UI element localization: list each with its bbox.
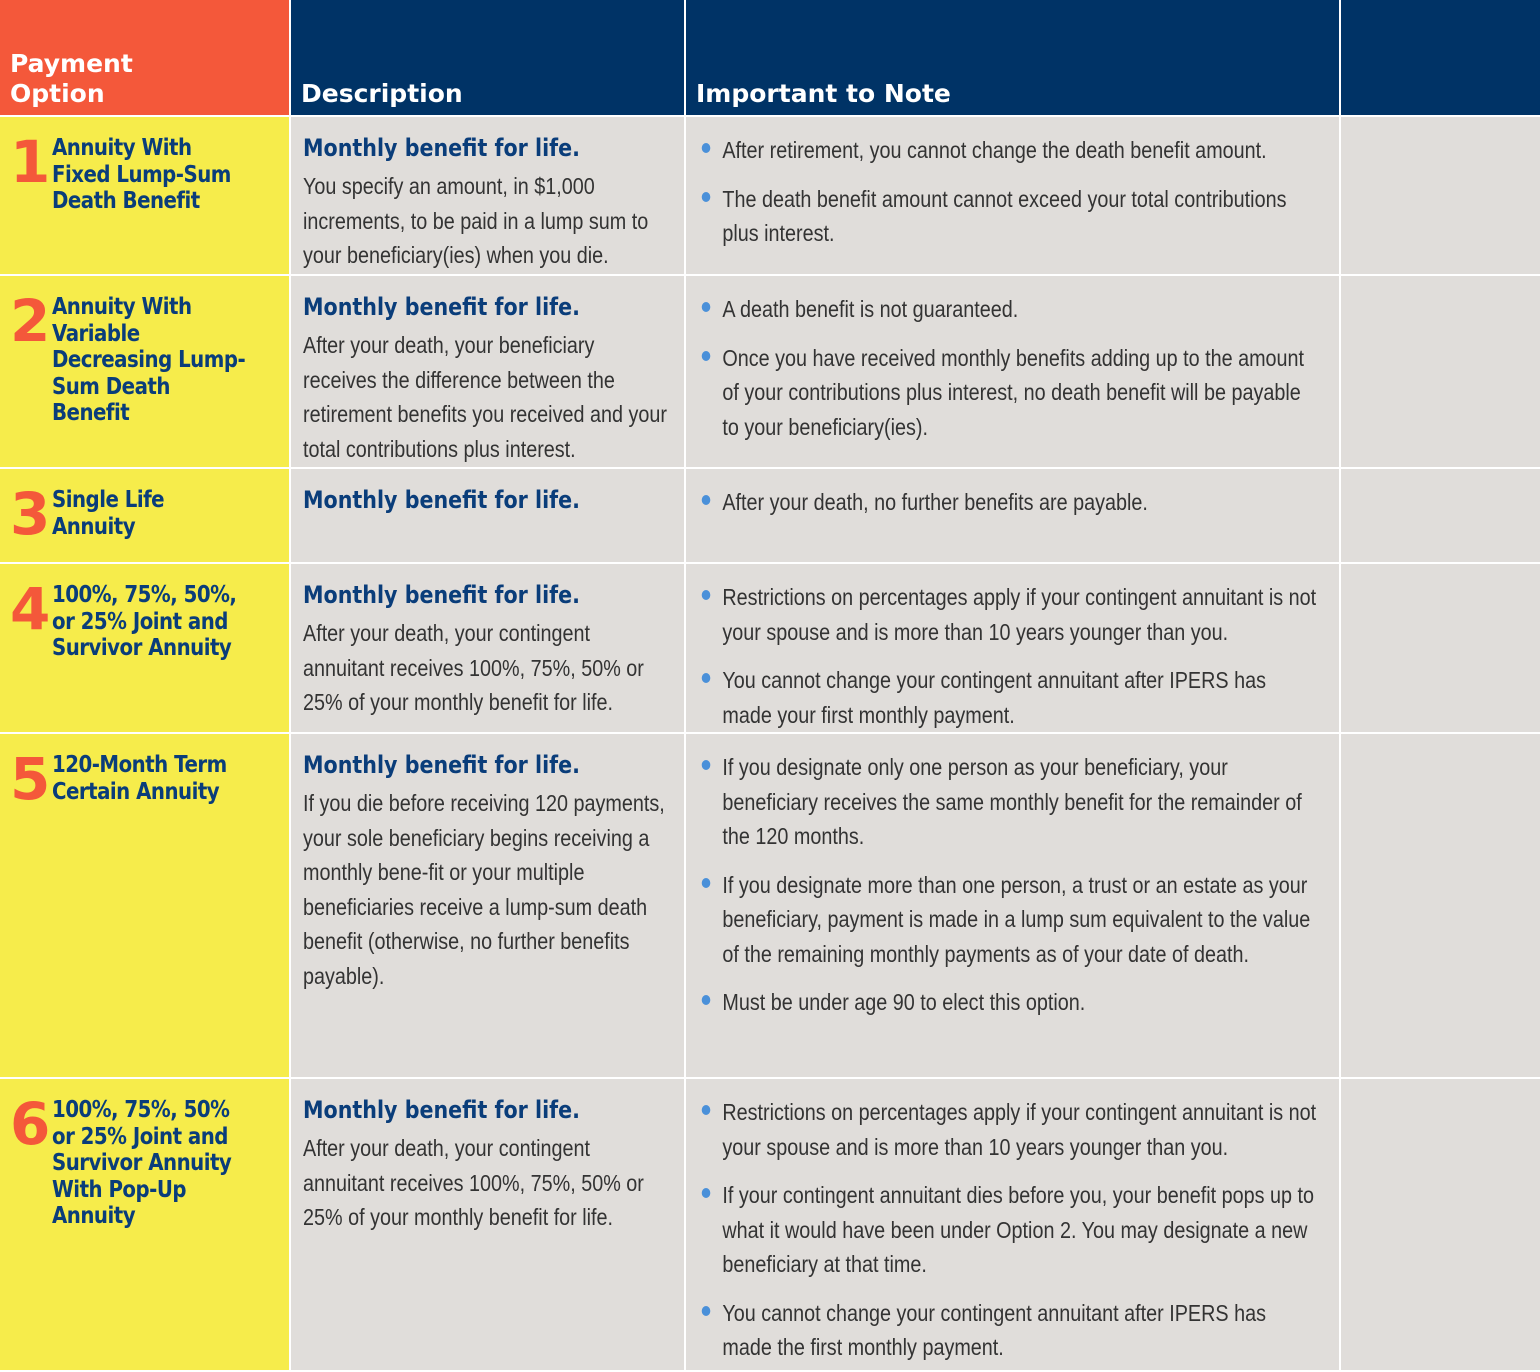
note-item xyxy=(700,133,1319,168)
note-item xyxy=(700,1095,1319,1164)
note-item xyxy=(700,985,1319,1020)
note-item xyxy=(700,1178,1319,1282)
option-title: Annuity With Variable Decreasing Lump-Sum Death Benefit xyxy=(52,294,246,426)
description-body: If you die before receiving 120 payments, your sole beneficiary begins receiving a monthly bene-fit or your multiple beneficiaries receive a lump-sum death benefit (otherwise, no further benefits payable). xyxy=(303,790,665,989)
option-number: 1 xyxy=(10,128,49,196)
option-number: 2 xyxy=(10,287,49,355)
note-text: You cannot change your contingent annuitant after IPERS has made the first monthly payment. xyxy=(722,1299,1266,1360)
note-list xyxy=(700,750,1319,1020)
description-lead: Monthly benefit for life. xyxy=(303,1096,581,1124)
bullet-icon xyxy=(702,1188,711,1198)
description-lead: Monthly benefit for life. xyxy=(303,581,581,609)
header-description xyxy=(291,0,686,117)
description-body: You specify an amount, in $1,000 increments, to be paid in a lump sum to your beneficiary(ies) when you die. xyxy=(303,173,649,268)
note-cell xyxy=(686,734,1341,1079)
description-lead: Monthly benefit for life. xyxy=(303,751,581,779)
note-item xyxy=(700,341,1319,445)
description-cell xyxy=(291,276,686,469)
option-cell xyxy=(0,276,291,469)
option-number: 6 xyxy=(10,1090,49,1158)
note-list xyxy=(700,1095,1319,1365)
blank-cell xyxy=(1341,117,1540,276)
blank-cell xyxy=(1341,1079,1540,1372)
header-payment-option-label: Payment Option xyxy=(10,49,133,108)
description-body: After your death, your beneficiary receives the difference between the retirement benefits you received and your total contributions plus interest. xyxy=(303,332,667,462)
description-cell xyxy=(291,564,686,734)
option-cell xyxy=(0,469,291,564)
note-list xyxy=(700,485,1319,520)
note-text: The death benefit amount cannot exceed your total contributions plus interest. xyxy=(722,185,1287,246)
note-text: If you designate more than one person, a trust or an estate as your beneficiary, payment is made in a lump sum equivalent to the value of the remaining monthly payments as of your date of death. xyxy=(722,871,1311,967)
note-text: Restrictions on percentages apply if your contingent annuitant is not your spouse and is more than 10 years younger than you. xyxy=(722,584,1317,645)
description-cell xyxy=(291,1079,686,1372)
bullet-icon xyxy=(702,760,711,770)
header-payment-option xyxy=(0,0,291,117)
description-body: After your death, your contingent annuitant receives 100%, 75%, 50% or 25% of your monthly benefit for life. xyxy=(303,620,644,715)
note-text: If you designate only one person as your beneficiary, your beneficiary receives the same monthly benefit for the remainder of the 120 months. xyxy=(722,754,1302,849)
header-blank xyxy=(1341,0,1540,117)
bullet-icon xyxy=(702,1105,711,1115)
bullet-icon xyxy=(702,302,711,312)
bullet-icon xyxy=(702,878,711,888)
bullet-icon xyxy=(702,1306,711,1316)
description-cell xyxy=(291,469,686,564)
header-description-label: Description xyxy=(301,79,463,108)
description-lead: Monthly benefit for life. xyxy=(303,293,581,321)
bullet-icon xyxy=(702,495,711,505)
option-number: 3 xyxy=(10,480,49,548)
header-important-to-note-label: Important to Note xyxy=(696,79,951,108)
option-title: 100%, 75%, 50% or 25% Joint and Survivor Annuity With Pop-Up Annuity xyxy=(52,1097,232,1229)
bullet-icon xyxy=(702,673,711,683)
note-cell xyxy=(686,117,1341,276)
note-cell xyxy=(686,1079,1341,1372)
note-item xyxy=(700,182,1319,251)
note-text: After retirement, you cannot change the death benefit amount. xyxy=(722,137,1267,163)
bullet-icon xyxy=(702,143,711,153)
note-item xyxy=(700,292,1319,327)
option-title: 100%, 75%, 50%, or 25% Joint and Survivor Annuity xyxy=(52,582,237,661)
description-cell xyxy=(291,117,686,276)
note-list xyxy=(700,292,1319,444)
bullet-icon xyxy=(702,590,711,600)
option-number: 5 xyxy=(10,745,49,813)
description-lead: Monthly benefit for life. xyxy=(303,486,581,514)
description-lead: Monthly benefit for life. xyxy=(303,134,581,162)
note-list xyxy=(700,580,1319,732)
option-title: 120-Month Term Certain Annuity xyxy=(52,752,228,805)
note-item xyxy=(700,750,1319,854)
note-item xyxy=(700,868,1319,972)
blank-cell xyxy=(1341,734,1540,1079)
note-item xyxy=(700,580,1319,649)
note-item xyxy=(700,1296,1319,1365)
option-title: Annuity With Fixed Lump-Sum Death Benefit xyxy=(52,135,232,214)
note-text: A death benefit is not guaranteed. xyxy=(722,296,1019,322)
option-cell xyxy=(0,734,291,1079)
note-cell xyxy=(686,564,1341,734)
note-list xyxy=(700,133,1319,251)
bullet-icon xyxy=(702,995,711,1005)
blank-cell xyxy=(1341,469,1540,564)
note-text: If your contingent annuitant dies before you, your benefit pops up to what it would have been under Option 2. You may designate a new beneficiary at that time. xyxy=(722,1182,1314,1277)
option-cell xyxy=(0,564,291,734)
note-text: You cannot change your contingent annuitant after IPERS has made your first monthly payment. xyxy=(722,667,1266,728)
option-cell xyxy=(0,1079,291,1372)
note-text: Restrictions on percentages apply if your contingent annuitant is not your spouse and is more than 10 years younger than you. xyxy=(722,1099,1317,1160)
note-item xyxy=(700,663,1319,732)
option-cell xyxy=(0,117,291,276)
option-number: 4 xyxy=(10,575,49,643)
blank-cell xyxy=(1341,276,1540,469)
description-body: After your death, your contingent annuitant receives 100%, 75%, 50% or 25% of your monthly benefit for life. xyxy=(303,1135,644,1230)
description-cell xyxy=(291,734,686,1079)
note-text: Once you have received monthly benefits adding up to the amount of your contributions plus interest, no death benefit will be payable to your beneficiary(ies). xyxy=(722,344,1305,440)
note-cell xyxy=(686,276,1341,469)
note-cell xyxy=(686,469,1341,564)
header-important-to-note xyxy=(686,0,1341,117)
bullet-icon xyxy=(702,351,711,361)
bullet-icon xyxy=(702,192,711,202)
blank-cell xyxy=(1341,564,1540,734)
option-title: Single Life Annuity xyxy=(52,487,165,540)
note-item xyxy=(700,485,1319,520)
note-text: Must be under age 90 to elect this option. xyxy=(722,989,1086,1015)
note-text: After your death, no further benefits are payable. xyxy=(722,489,1148,515)
